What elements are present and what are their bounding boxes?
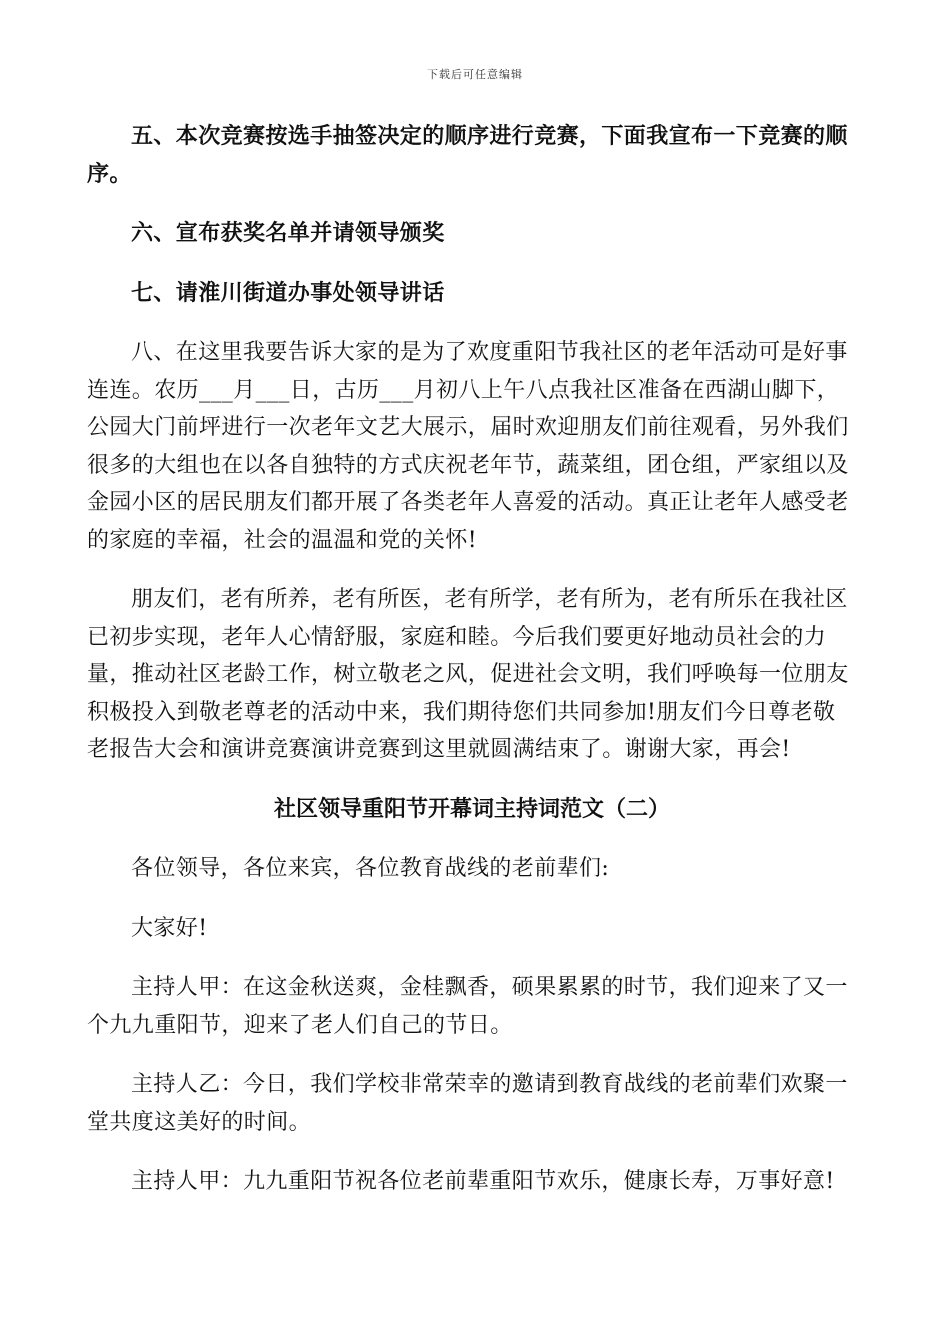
paragraph-item-6: 六、宣布获奖名单并请领导颁奖: [131, 220, 445, 246]
paragraph-item-5: 五、本次竞赛按选手抽签决定的顺序进行竞赛，下面我宣布一下竞赛的顺序。: [87, 123, 848, 187]
section-title: 社区领导重阳节开幕词主持词范文（二）: [273, 795, 670, 822]
page-header: 下载后可任意编辑: [427, 68, 523, 81]
document-body: [87, 118, 857, 1201]
paragraph-closing: 朋友们，老有所养，老有所医，老有所学，老有所为，老有所乐在我社区已初步实现，老年人心情舒服，家庭和睦。今后我们要更好地动员社会的力量，推动社区老龄工作，树立敬老之风，促进社会文明，我们呼唤每一位朋友积极投入到敬老尊老的活动中来，我们期待您们共同参加!朋友们今日尊老敬老报告大会和演讲竞赛演讲竞赛到这里就圆满结束了。谢谢大家，再会!: [87, 587, 849, 762]
paragraph-host-a-2: 主持人甲：九九重阳节祝各位老前辈重阳节欢乐，健康长寿，万事好意!: [131, 1169, 835, 1194]
paragraph-hello: 大家好!: [131, 915, 208, 941]
paragraph-item-7: 七、请淮川街道办事处领导讲话: [131, 279, 445, 306]
paragraph-item-8: 八、在这里我要告诉大家的是为了欢度重阳节我社区的老年活动可是好事连连。农历___月___日，古历___月初八上午八点我社区准备在西湖山脚下，公园大门前坪进行一次老年文艺大展示，届时欢迎朋友们前往观看，另外我们很多的大组也在以各自独特的方式庆祝老年节，蔬菜组，团仓组，严家组以及金园小区的居民朋友们都开展了各类老年人喜爱的活动。真正让老年人感受老的家庭的幸福，社会的温温和党的关怀!: [87, 340, 849, 553]
paragraph-greeting: 各位领导，各位来宾，各位教育战线的老前辈们:: [131, 856, 610, 881]
paragraph-host-a-1: 主持人甲：在这金秋送爽，金桂飘香，硕果累累的时节，我们迎来了又一个九九重阳节，迎来了老人们自己的节日。: [87, 975, 848, 1038]
paragraph-host-b: 主持人乙：今日，我们学校非常荣幸的邀请到教育战线的老前辈们欢聚一堂共度这美好的时间。: [87, 1072, 848, 1135]
